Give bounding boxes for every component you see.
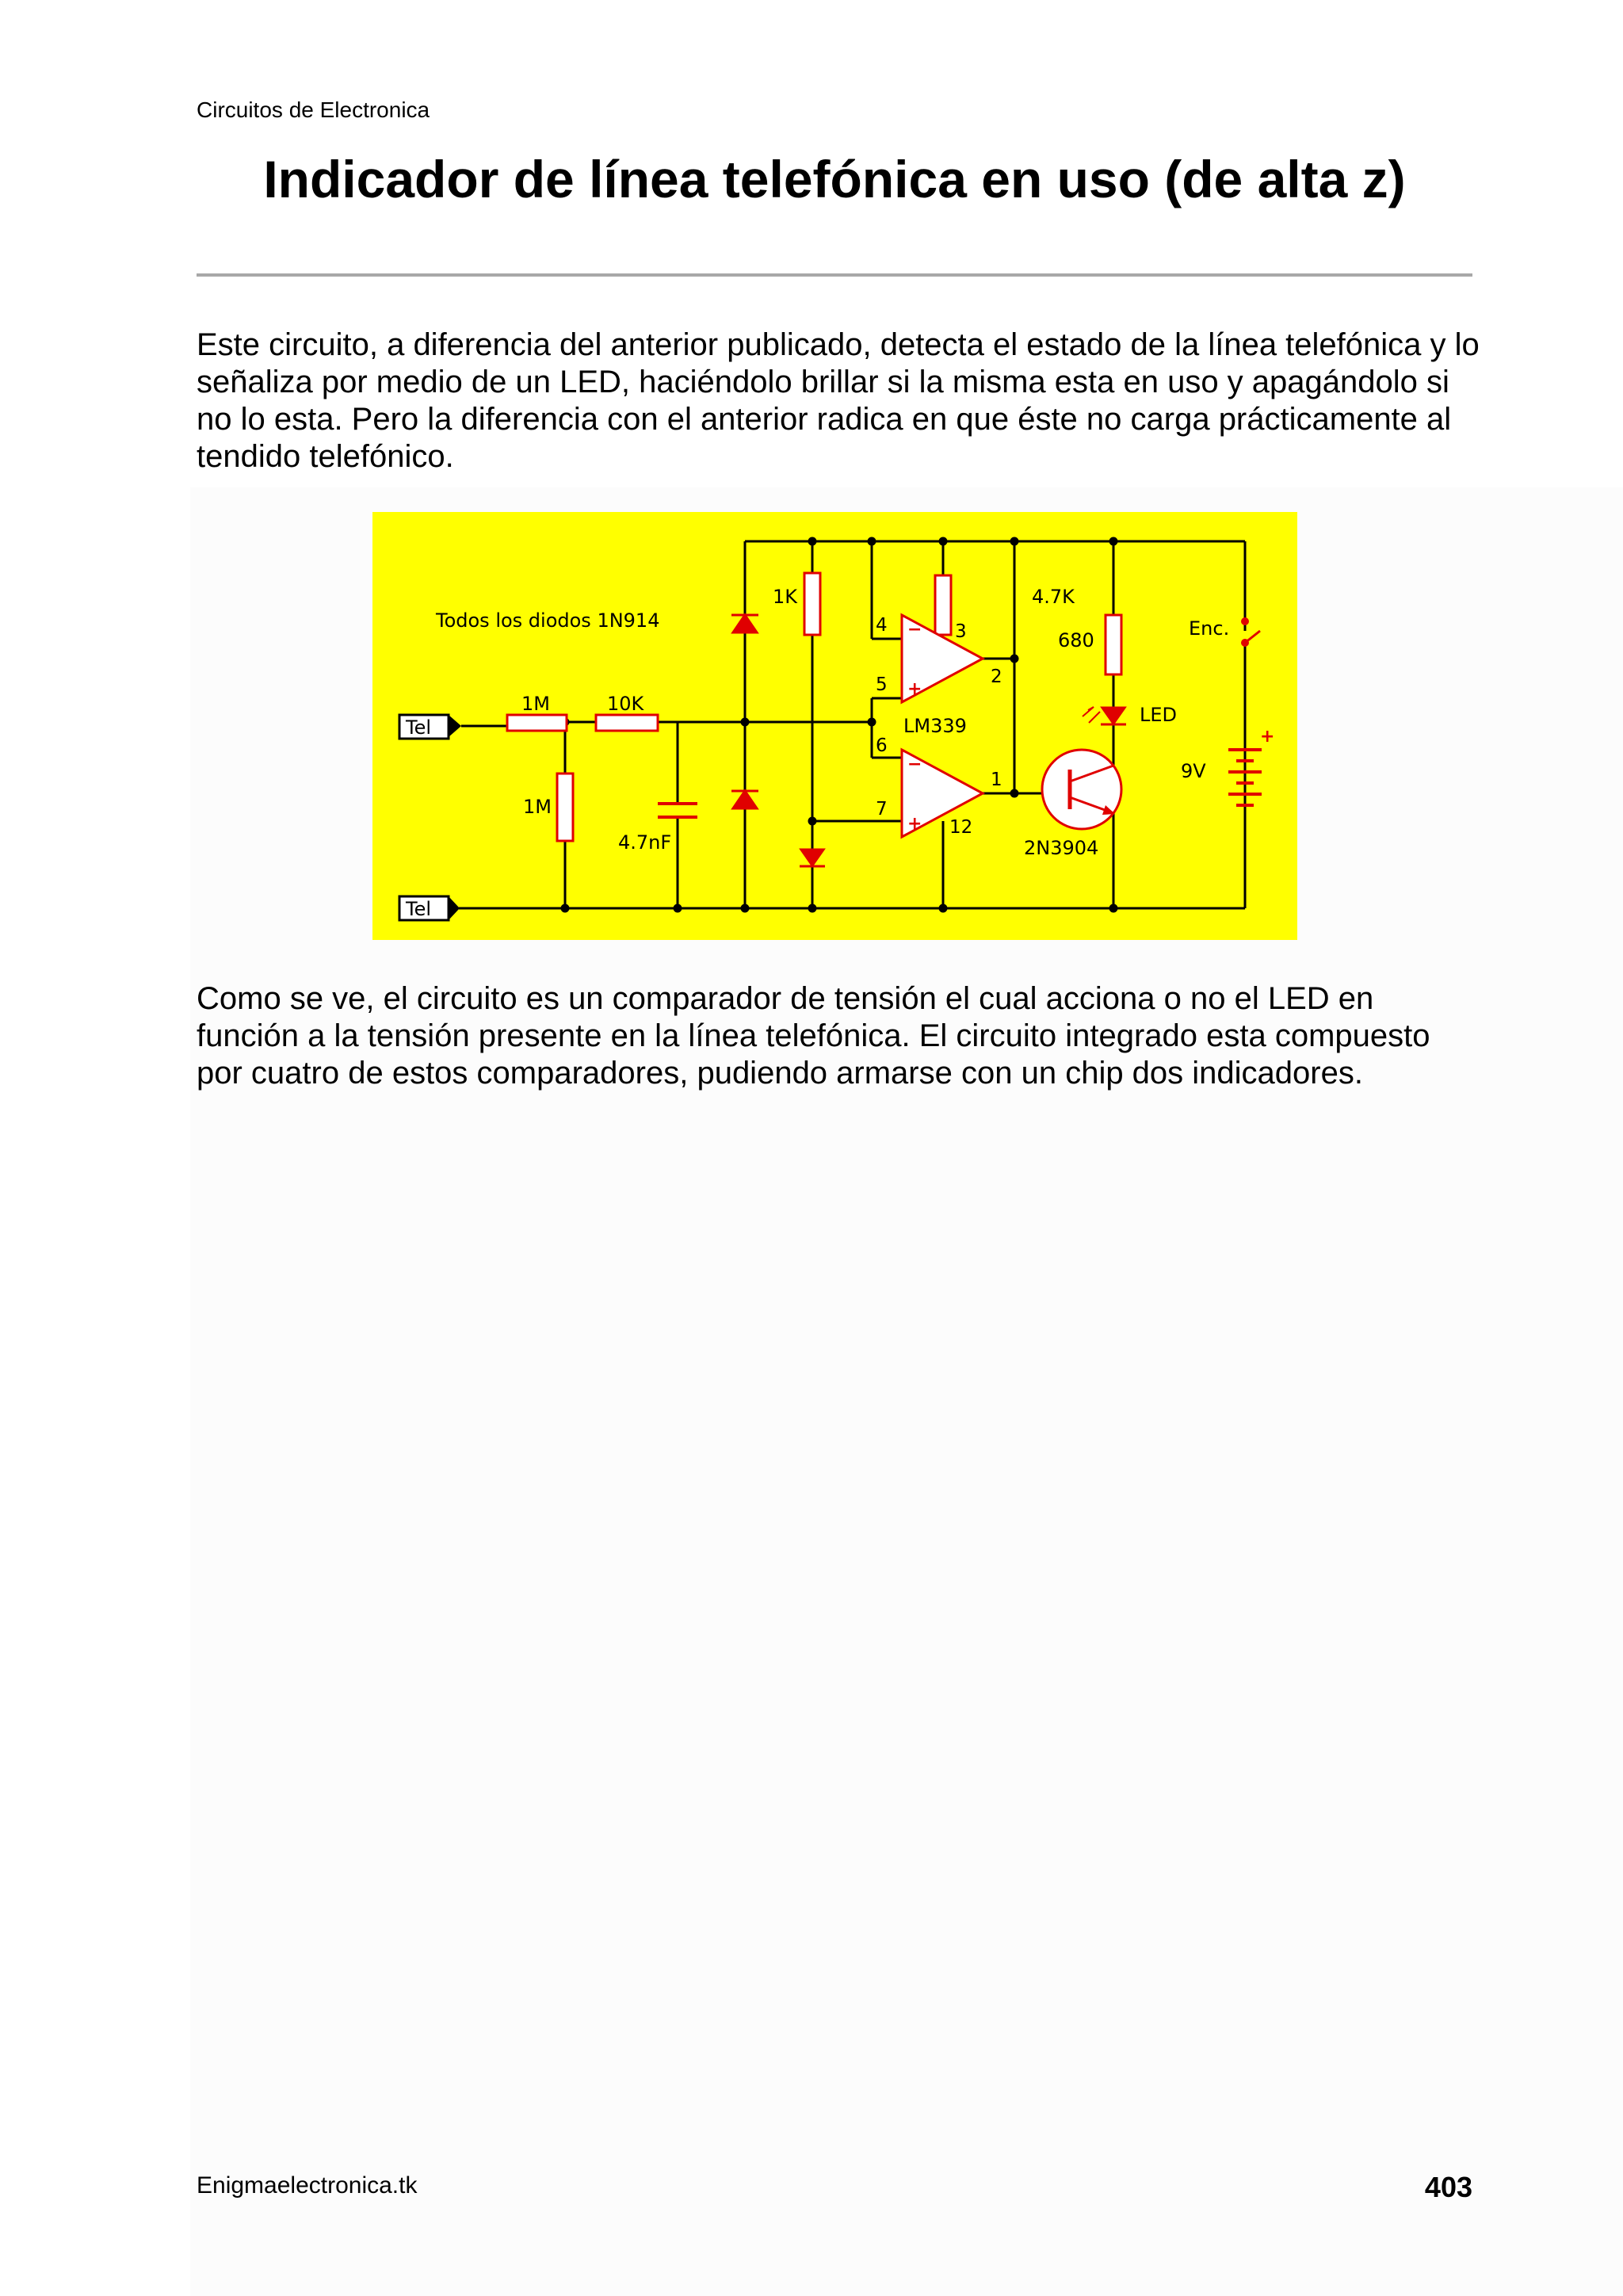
- pin-5: 5: [876, 674, 888, 695]
- title-divider: [197, 273, 1472, 277]
- comparator-top-minus: −: [907, 620, 922, 640]
- label-9v: 9V: [1181, 760, 1206, 782]
- label-lm339: LM339: [903, 715, 967, 737]
- explanation-paragraph: Como se ve, el circuito es un comparador de tensión el cual acciona o no el LED en función a la tensión presente en la línea telefónica. El circuito integrado esta compuesto por cuatro de estos comparadores, pudiendo armarse con un chip dos indicadores.: [197, 981, 1430, 1091]
- label-4n7f: 4.7nF: [618, 831, 672, 854]
- footer-site: Enigmaelectronica.tk: [197, 2172, 418, 2199]
- resistor-10k: [596, 715, 658, 731]
- diodes-note: Todos los diodos 1N914: [436, 609, 660, 632]
- pin-6: 6: [876, 735, 888, 756]
- page-number: 403: [1424, 2171, 1472, 2203]
- label-680: 680: [1058, 629, 1094, 651]
- pin-4: 4: [876, 615, 888, 636]
- pin-1: 1: [991, 770, 1002, 790]
- battery-plus: +: [1260, 727, 1275, 747]
- page-title: Indicador de línea telefónica en uso (de alta z): [263, 150, 1406, 208]
- pin-2: 2: [991, 667, 1002, 687]
- comparator-bottom-minus: −: [907, 755, 922, 774]
- comparator-top-plus: +: [907, 679, 922, 699]
- resistor-1k: [804, 573, 820, 635]
- resistor-4k7: [935, 575, 951, 635]
- label-1m-shunt: 1M: [523, 796, 552, 818]
- resistor-1m-shunt: [557, 774, 573, 841]
- intro-paragraph: Este circuito, a diferencia del anterior publicado, detecta el estado de la línea telefónica y lo señaliza por medio de un LED, haciéndolo brillar si la misma esta en uso y apagándolo si no lo esta. Pero la diferencia con el anterior radica en que éste no carga prácticamente al tendido telefónico.: [197, 327, 1480, 474]
- label-1k: 1K: [773, 586, 798, 608]
- label-2n3904: 2N3904: [1024, 837, 1099, 859]
- running-header: Circuitos de Electronica: [197, 97, 430, 122]
- pin-3: 3: [955, 621, 967, 642]
- resistor-680: [1106, 615, 1121, 674]
- terminal-tel-bottom: [399, 896, 460, 920]
- transistor-2n3904: [1042, 750, 1121, 829]
- label-led: LED: [1140, 704, 1178, 726]
- resistor-1m-series: [507, 715, 567, 731]
- label-1m-series: 1M: [521, 693, 550, 715]
- pin-7: 7: [876, 799, 888, 819]
- label-10k: 10K: [607, 693, 644, 715]
- label-4k7: 4.7K: [1032, 586, 1075, 608]
- terminal-tel-bottom-label: Tel: [406, 898, 432, 920]
- terminal-tel-top-label: Tel: [406, 716, 432, 739]
- label-enc: Enc.: [1189, 617, 1230, 640]
- circuit-schematic: [372, 512, 1297, 940]
- comparator-bottom-plus: +: [907, 814, 922, 834]
- pin-12: 12: [949, 817, 973, 838]
